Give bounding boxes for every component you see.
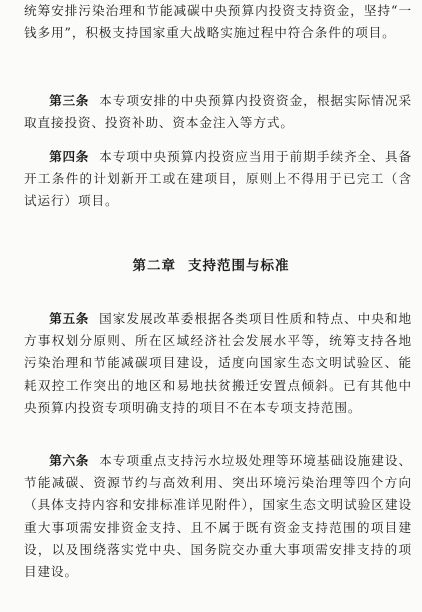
article-6-text: 本专项重点支持污水垃圾处理等环境基础设施建设、节能减碳、资源节约与高效利用、突出环境污染治理等四个方向（具体支持内容和安排标准详见附件），国家生态文明试验区建设重大事项需安排资金支持、且不属于既有资金支持范围的项目建设，以及围绕落实党中央、国务院交办重大事项需安排支持的项目建设。 [24,453,412,580]
article-6 [24,450,412,583]
continued-paragraph: 统筹安排污染治理和节能减碳中央预算内投资支持资金，坚持“一钱多用”，积极支持国家重大战略实施过程中符合条件的项目。 [24,3,412,41]
article-3 [24,90,412,134]
article-5-text: 国家发展改革委根据各类项目性质和特点、中央和地方事权划分原则、所在区域经济社会发展水平等，统筹支持各地污染治理和节能减碳项目建设，适度向国家生态文明试验区、能耗双控工作突出的地区和易地扶贫搬迁安置点倾斜。已有其他中央预算内投资专项明确支持的项目不在本专项支持范围。 [24,311,412,415]
article-4 [24,146,412,213]
chapter-number: 第二章 [132,258,176,274]
article-6-number: 第六条 [49,453,90,468]
article-4-number: 第四条 [49,149,90,164]
chapter-heading [0,254,422,274]
article-3-text: 本专项安排的中央预算内投资资金，根据实际情况采取直接投资、投资补助、资本金注入等方式。 [24,93,412,131]
chapter-title: 支持范围与标准 [188,258,290,274]
article-3-number: 第三条 [49,93,90,108]
article-5 [24,308,412,419]
article-5-number: 第五条 [49,311,90,326]
article-4-text: 本专项中央预算内投资应当用于前期手续齐全、具备开工条件的计划新开工或在建项目，原则上不得用于已完工（含试运行）项目。 [24,149,412,209]
